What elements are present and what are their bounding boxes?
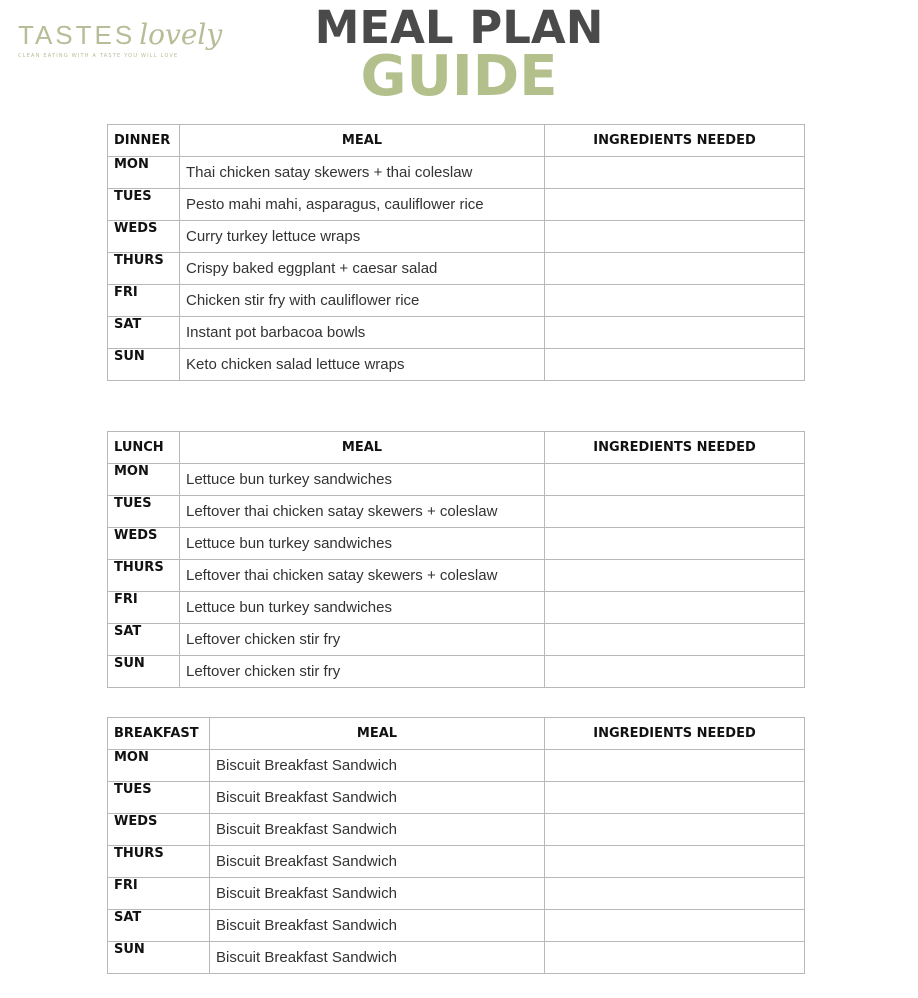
meal-cell: Keto chicken salad lettuce wraps xyxy=(180,349,545,381)
day-cell: SAT xyxy=(108,317,180,349)
day-cell: TUES xyxy=(108,189,180,221)
table-row xyxy=(108,157,805,189)
ingredients-column-header: INGREDIENTS NEEDED xyxy=(545,125,805,157)
meal-column-header: MEAL xyxy=(180,432,545,464)
meal-column-header: MEAL xyxy=(180,125,545,157)
ingredients-cell xyxy=(545,750,805,782)
table-row xyxy=(108,910,805,942)
table-row xyxy=(108,656,805,688)
ingredients-cell xyxy=(545,189,805,221)
ingredients-cell xyxy=(545,496,805,528)
day-cell: SUN xyxy=(108,942,210,974)
ingredients-cell xyxy=(545,846,805,878)
table-row xyxy=(108,496,805,528)
breakfast-table xyxy=(107,717,805,974)
table-row xyxy=(108,349,805,381)
table-row xyxy=(108,317,805,349)
table-row xyxy=(108,592,805,624)
ingredients-column-header: INGREDIENTS NEEDED xyxy=(545,718,805,750)
table-row xyxy=(108,189,805,221)
day-cell: MON xyxy=(108,464,180,496)
table-row xyxy=(108,528,805,560)
table-row xyxy=(108,846,805,878)
ingredients-column-header: INGREDIENTS NEEDED xyxy=(545,432,805,464)
ingredients-cell xyxy=(545,592,805,624)
ingredients-cell xyxy=(545,656,805,688)
ingredients-cell xyxy=(545,349,805,381)
meal-cell: Leftover thai chicken satay skewers + coleslaw xyxy=(180,496,545,528)
logo-lovely-text: lovely xyxy=(139,18,223,51)
logo-tagline: CLEAN EATING WITH A TASTE YOU WILL LOVE xyxy=(18,53,179,59)
logo-tastes-text: TASTES xyxy=(18,20,136,50)
meal-cell: Biscuit Breakfast Sandwich xyxy=(210,878,545,910)
day-cell: THURS xyxy=(108,846,210,878)
day-cell: WEDS xyxy=(108,814,210,846)
ingredients-cell xyxy=(545,221,805,253)
meal-column-header: MEAL xyxy=(210,718,545,750)
ingredients-cell xyxy=(545,814,805,846)
meal-cell: Biscuit Breakfast Sandwich xyxy=(210,942,545,974)
day-cell: FRI xyxy=(108,878,210,910)
day-cell: SAT xyxy=(108,910,210,942)
day-cell: WEDS xyxy=(108,221,180,253)
table-row xyxy=(108,942,805,974)
table-header-row xyxy=(108,125,805,157)
meal-cell: Lettuce bun turkey sandwiches xyxy=(180,592,545,624)
table-row xyxy=(108,285,805,317)
meal-cell: Thai chicken satay skewers + thai coleslaw xyxy=(180,157,545,189)
table-row xyxy=(108,221,805,253)
meal-cell: Lettuce bun turkey sandwiches xyxy=(180,528,545,560)
table-row xyxy=(108,750,805,782)
meal-cell: Leftover thai chicken satay skewers + coleslaw xyxy=(180,560,545,592)
ingredients-cell xyxy=(545,285,805,317)
dinner-table xyxy=(107,124,805,381)
day-cell: FRI xyxy=(108,285,180,317)
day-cell: MON xyxy=(108,157,180,189)
meal-cell: Pesto mahi mahi, asparagus, cauliflower rice xyxy=(180,189,545,221)
meal-cell: Lettuce bun turkey sandwiches xyxy=(180,464,545,496)
meal-cell: Leftover chicken stir fry xyxy=(180,624,545,656)
page-title-line1: MEAL PLAN xyxy=(314,1,604,54)
table-header-row xyxy=(108,432,805,464)
table-header-row xyxy=(108,718,805,750)
table-row xyxy=(108,814,805,846)
ingredients-cell xyxy=(545,528,805,560)
table-row xyxy=(108,253,805,285)
day-cell: WEDS xyxy=(108,528,180,560)
meal-cell: Curry turkey lettuce wraps xyxy=(180,221,545,253)
meal-cell: Biscuit Breakfast Sandwich xyxy=(210,782,545,814)
day-cell: THURS xyxy=(108,560,180,592)
day-cell: TUES xyxy=(108,496,180,528)
table-row xyxy=(108,878,805,910)
meal-cell: Instant pot barbacoa bowls xyxy=(180,317,545,349)
ingredients-cell xyxy=(545,464,805,496)
ingredients-cell xyxy=(545,560,805,592)
day-cell: SAT xyxy=(108,624,180,656)
ingredients-cell xyxy=(545,253,805,285)
meal-type-header: LUNCH xyxy=(108,432,180,464)
meal-cell: Biscuit Breakfast Sandwich xyxy=(210,750,545,782)
day-cell: SUN xyxy=(108,656,180,688)
table-row xyxy=(108,782,805,814)
day-cell: MON xyxy=(108,750,210,782)
meal-type-header: DINNER xyxy=(108,125,180,157)
lunch-table xyxy=(107,431,805,688)
ingredients-cell xyxy=(545,910,805,942)
meal-cell: Biscuit Breakfast Sandwich xyxy=(210,814,545,846)
meal-cell: Biscuit Breakfast Sandwich xyxy=(210,910,545,942)
meal-type-header: BREAKFAST xyxy=(108,718,210,750)
ingredients-cell xyxy=(545,782,805,814)
ingredients-cell xyxy=(545,317,805,349)
meal-cell: Biscuit Breakfast Sandwich xyxy=(210,846,545,878)
meal-cell: Crispy baked eggplant + caesar salad xyxy=(180,253,545,285)
ingredients-cell xyxy=(545,157,805,189)
ingredients-cell xyxy=(545,624,805,656)
table-row xyxy=(108,560,805,592)
day-cell: THURS xyxy=(108,253,180,285)
day-cell: SUN xyxy=(108,349,180,381)
table-row xyxy=(108,624,805,656)
meal-cell: Leftover chicken stir fry xyxy=(180,656,545,688)
day-cell: TUES xyxy=(108,782,210,814)
meal-cell: Chicken stir fry with cauliflower rice xyxy=(180,285,545,317)
ingredients-cell xyxy=(545,878,805,910)
ingredients-cell xyxy=(545,942,805,974)
page-title-line2: GUIDE xyxy=(360,44,558,109)
table-row xyxy=(108,464,805,496)
day-cell: FRI xyxy=(108,592,180,624)
